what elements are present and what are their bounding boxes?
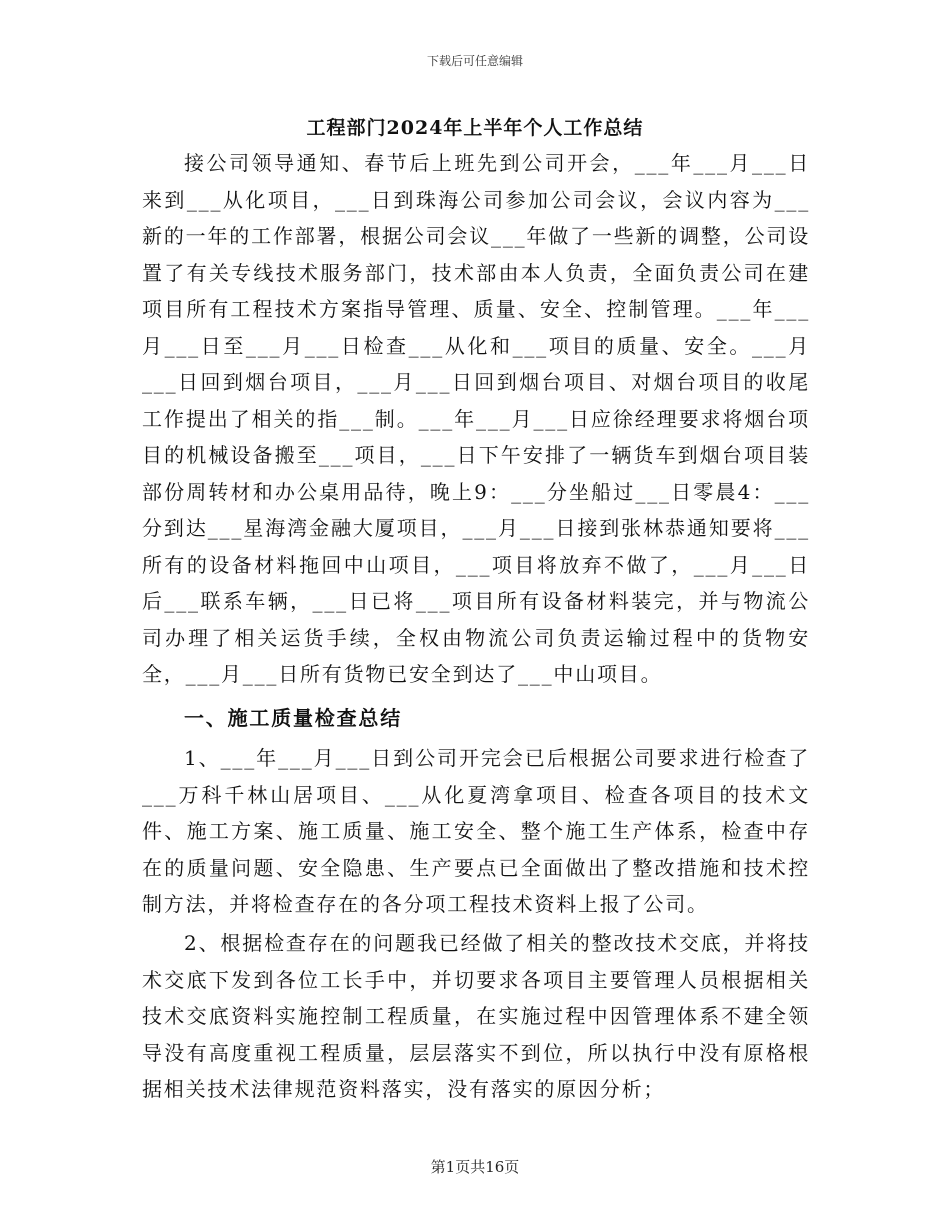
paragraph-item-1: 1、___年___月___日到公司开完会已后根据公司要求进行检查了___万科千林山居项目、___从化夏湾拿项目、检查各项目的技术文件、施工方案、施工质量、施工安全、整个施工生产体系，检查中存在的质量问题、安全隐患、生产要点已全面做出了整改措施和技术控制方法，并将检查存在的各分项工程技术资料上报了公司。	[142, 746, 810, 916]
page-number: 第1页共16页	[430, 1158, 520, 1176]
header-note: 下载后可任意编辑	[426, 54, 523, 68]
page-title: 工程部门2024年上半年个人工作总结	[306, 117, 644, 139]
intro-paragraph: 接公司领导通知、春节后上班先到公司开会，___年___月___日来到___从化项目，___日到珠海公司参加公司会议，会议内容为___新的一年的工作部署，根据公司会议___年做了一些新的调整，公司设置了有关专线技术服务部门，技术部由本人负责，全面负责公司在建项目所有工程技术方案指导管理、质量、安全、控制管理。___年___月___日至___月___日检查___从化和___项目的质量、安全。___月___日回到烟台项目，___月___日回到烟台项目、对烟台项目的收尾工作提出了相关的指___制。___年___月___日应徐经理要求将烟台项目的机械设备搬至___项目，___日下午安排了一辆货车到烟台项目装部份周转材和办公桌用品待，晚上9：___分坐船过___日零晨4：___分到达___星海湾金融大厦项目，___月___日接到张林恭通知要将___所有的设备材料拖回中山项目，___项目将放弃不做了，___月___日后___联系车辆，___日已将___项目所有设备材料装完，并与物流公司办理了相关运货手续，全权由物流公司负责运输过程中的货物安全，___月___日所有货物已安全到达了___中山项目。	[142, 151, 810, 686]
paragraph-item-2: 2、根据检查存在的问题我已经做了相关的整改技术交底，并将技术交底下发到各位工长手中，并切要求各项目主要管理人员根据相关技术交底资料实施控制工程质量，在实施过程中因管理体系不建全领导没有高度重视工程质量，层层落实不到位，所以执行中没有原格根据相关技术法律规范资料落实，没有落实的原因分析；	[142, 931, 810, 1101]
section-heading: 一、施工质量检查总结	[184, 706, 402, 730]
